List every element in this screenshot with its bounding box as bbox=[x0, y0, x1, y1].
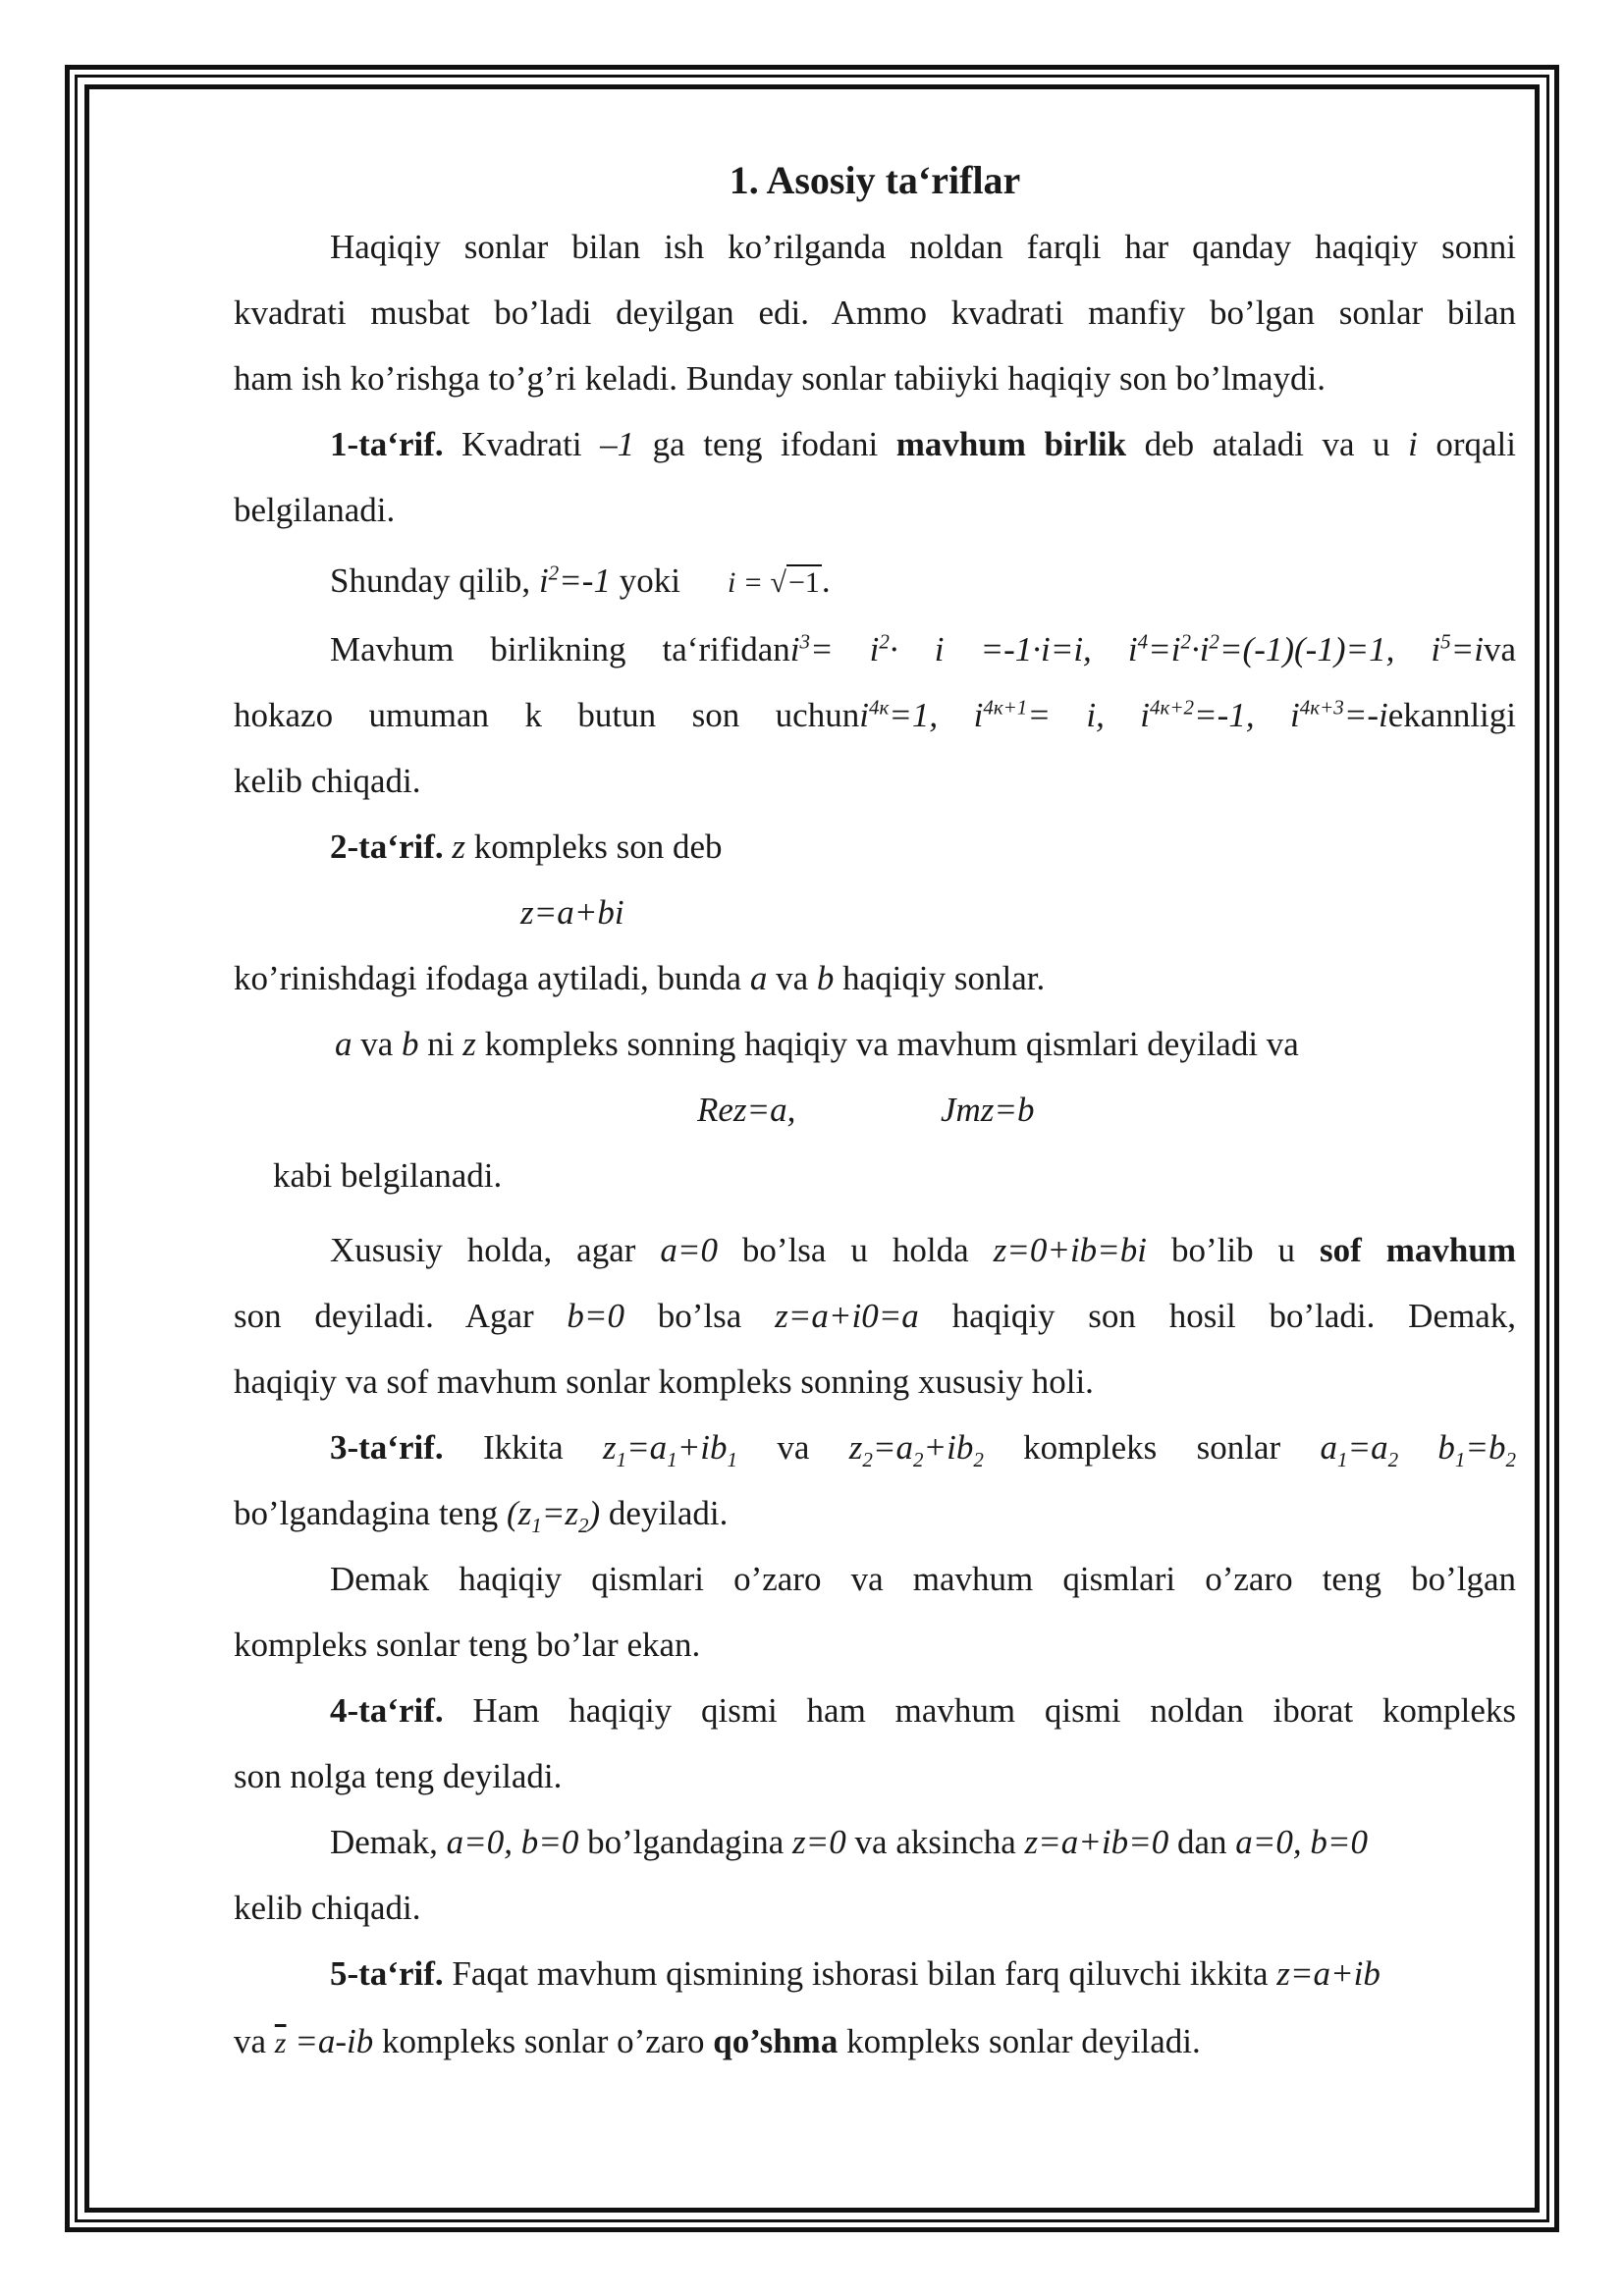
power-formula-1: $i^3= i^2\cdot i =-1\cdot i=i$, $i^4=i^2\cdot i^2=(-1)(-1)=1$, $i^5=i$ bbox=[789, 629, 1484, 668]
paragraph-intro-line-2: kvadrati musbat bo’ladi deyilgan edi. Ammo kvadrati manfiy bo’lgan sonlar bilan bbox=[234, 294, 1516, 332]
definition-5-line-2: va $\overline{z} =a-ib$ kompleks sonlar o’zaro qo’shma kompleks sonlar deyiladi. bbox=[234, 2022, 1201, 2060]
demak-2-line-1: Demak, a=0, b=0 bo’lgandagina z=0 va aksincha z=a+ib=0 dan a=0, b=0 bbox=[330, 1823, 1369, 1861]
definition-2-line-3: ko’rinishdagi ifodaga aytiladi, bunda a va b haqiqiy sonlar. bbox=[234, 959, 1046, 997]
term-qoshma: qo’shma bbox=[713, 2022, 839, 2060]
conjugate-z: $\overline{z}$ bbox=[274, 2027, 287, 2059]
mavhum-line-3: kelib chiqadi. bbox=[234, 762, 421, 800]
power-formula-2: $i^{4к}=1$, $i^{4к+1}= i$, $i^{4к+2}=-1$, $i^{4к+3}=-i$ bbox=[859, 695, 1388, 734]
term-sof-mavhum: sof mavhum bbox=[1320, 1231, 1516, 1269]
demak-1-line-2: kompleks sonlar teng bo’lar ekan. bbox=[234, 1626, 701, 1664]
definition-5-line-1: 5-ta‘rif. Faqat mavhum qismining ishorasi bilan farq qiluvchi ikkita z=a+ib bbox=[330, 1954, 1380, 1993]
definition-3-label: 3-ta‘rif. bbox=[330, 1428, 444, 1467]
sqrt-radicand: −1 bbox=[788, 566, 820, 599]
definition-3-line-2: bo’lgandagina teng $(z_1=z_2)$ deyiladi. bbox=[234, 1494, 729, 1537]
mavhum-line-2: hokazo umuman k butun son uchuni$^{4к}$=1, $i^{4к+1}= i$, $i^{4к+2}=-1$, $i^{4к+3}=$-iekannligi bbox=[234, 695, 1516, 734]
definition-1-line-2: belgilanadi. bbox=[234, 491, 396, 529]
demak-2-line-2: kelib chiqadi. bbox=[234, 1889, 421, 1927]
definition-4-label: 4-ta‘rif. bbox=[330, 1691, 444, 1730]
kabi-line: kabi belgilanadi. bbox=[273, 1156, 503, 1195]
definition-1-label: 1-ta‘rif. bbox=[330, 425, 444, 463]
definition-3-line-1: 3-ta‘rif. Ikkita $z_1=a_1+ib_1$ va $z_2=a_2+ib_2$ kompleks sonlar $a_1=a_2$ $b_1=b_2$ bbox=[330, 1428, 1517, 1471]
demak-1-line-1: Demak haqiqiy qismlari o’zaro va mavhum qismlari o’zaro teng bo’lgan bbox=[330, 1560, 1516, 1598]
mavhum-line-1: Mavhum birlikning ta‘rifidani$^3$= $i^2\cdot i =-1\cdot i=i$, $i^4=i^2\cdot i^2=(-1)(-1)=1$, $i^5=iva$ bbox=[330, 629, 1517, 668]
complex-number-formula: z=a+bi bbox=[520, 893, 624, 932]
parts-line: a va b ni z kompleks sonning haqiqiy va mavhum qismlari deyiladi va bbox=[335, 1025, 1299, 1063]
section-title: 1. Asosiy ta‘riflar bbox=[729, 158, 1021, 202]
jmz-formula: Jmz=b bbox=[941, 1091, 1035, 1129]
paragraph-intro-line-3: ham ish ko’rishga to’g’ri keladi. Bunday sonlar tabiiyki haqiqiy son bo’lmaydi. bbox=[234, 359, 1326, 398]
definition-4-line-2: son nolga teng deyiladi. bbox=[234, 1757, 563, 1795]
xususiy-line-2: son deyiladi. Agar b=0 bo’lsa z=a+i0=a haqiqiy son hosil bo’ladi. Demak, bbox=[234, 1297, 1516, 1335]
definition-2-line-1: 2-ta‘rif. z kompleks son deb bbox=[330, 828, 723, 866]
definition-2-label: 2-ta‘rif. bbox=[330, 828, 444, 866]
paragraph-intro-line-1: Haqiqiy sonlar bilan ish ko’rilganda noldan farqli har qanday haqiqiy sonni bbox=[330, 228, 1516, 266]
definition-5-label: 5-ta‘rif. bbox=[330, 1954, 444, 1993]
shunday-line: Shunday qilib, $i^2=-1$ yoki i = √−1. bbox=[330, 561, 831, 600]
xususiy-line-1: Xususiy holda, agar a=0 bo’lsa u holda z=0+ib=bi bo’lib u sof mavhum bbox=[330, 1231, 1516, 1269]
definition-1-line-1: 1-ta‘rif. Kvadrati –1 ga teng ifodani mavhum birlik deb ataladi va u i orqali bbox=[330, 425, 1516, 463]
term-mavhum-birlik: mavhum birlik bbox=[895, 425, 1127, 463]
xususiy-line-3: haqiqiy va sof mavhum sonlar kompleks sonning xususiy holi. bbox=[234, 1362, 1094, 1401]
definition-4-line-1: 4-ta‘rif. Ham haqiqiy qismi ham mavhum qismi noldan iborat kompleks bbox=[330, 1691, 1516, 1730]
rez-formula: Rez=a, bbox=[697, 1091, 796, 1129]
